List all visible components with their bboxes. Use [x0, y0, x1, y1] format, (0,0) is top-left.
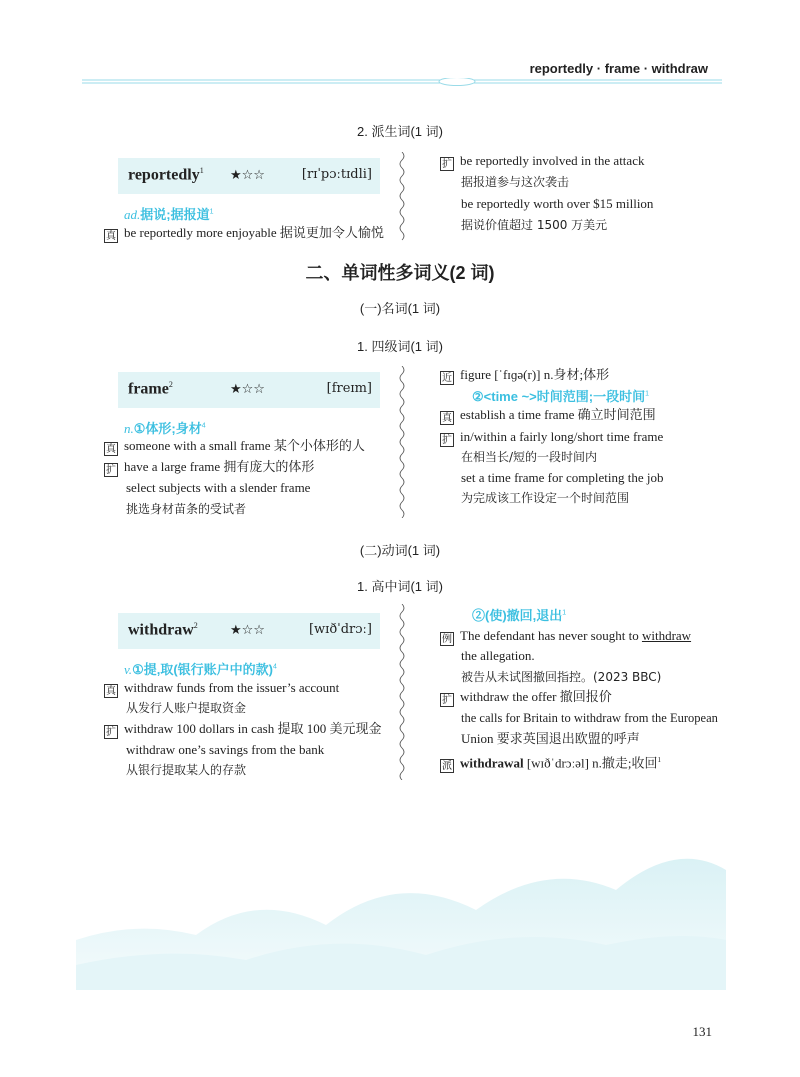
level-heading: 1. 四级词(1 词) [357, 339, 443, 354]
landscape-watermark [76, 830, 726, 990]
phonetic: [freɪm] [326, 381, 372, 396]
translation-line: 据说价值超过 1500 万美元 [461, 218, 608, 232]
example-line: 真 withdraw funds from the issuer’s account [106, 680, 340, 697]
example-line: Union 要求英国退出欧盟的呼声 [461, 731, 640, 746]
example-line: 扩 have a large frame 拥有庞大的体形 [106, 459, 315, 476]
sense-label: ②<time ~>时间范围;一段时间$^1$ [472, 389, 650, 404]
example-line: 近 figure [ˈfɪɡə(r)] n.身材;体形 [442, 367, 610, 384]
tag-kuo: 扩 [106, 727, 116, 738]
tag-jin: 近 [442, 373, 452, 384]
tag-zhen: 真 [106, 231, 116, 242]
sense-label: n.①体形;身材$^4$ [124, 421, 206, 436]
tag-pai: 派 [442, 761, 452, 773]
sense-label: ②(使)撤回,退出$^1$ [472, 608, 567, 623]
translation-line: 据报道参与这次袭击 [461, 175, 570, 189]
example-line: withdraw one’s savings from the bank [126, 742, 325, 757]
phonetic: [wɪðˈdrɔː] [308, 622, 372, 637]
phonetic: [rɪˈpɔːtɪdli] [301, 167, 372, 182]
example-line: the calls for Britain to withdraw from the European [461, 711, 718, 725]
tag-li: 例 [442, 634, 452, 645]
subsection-heading: (二)动词(1 词) [359, 543, 441, 558]
example-line: 例 The defendant has never sought to withdraw [442, 628, 692, 645]
headword-box-reportedly [118, 158, 380, 194]
sense-label: v.①提,取(银行账户中的款)$^4$ [124, 662, 277, 677]
translation-line: 被告从未试图撤回指控。(2023 BBC) [461, 670, 662, 684]
page-number: 131 [692, 1024, 712, 1039]
difficulty-stars: ★☆☆ [230, 623, 265, 638]
headword: frame$^2$ [128, 380, 173, 398]
tag-zhen: 真 [442, 413, 452, 424]
sense-label: ad.据说;据报道$^1$ [124, 207, 214, 222]
section-heading: 二、单词性多词义(2 词) [305, 263, 495, 283]
example-line: 真 be reportedly more enjoyable 据说更加令人愉悦 [106, 225, 384, 242]
headword-box-withdraw [118, 613, 380, 649]
translation-line: 从发行人账户提取资金 [126, 701, 247, 715]
difficulty-stars: ★☆☆ [230, 382, 265, 397]
example-line: be reportedly worth over $15 million [461, 196, 654, 211]
tag-kuo: 扩 [442, 159, 452, 170]
difficulty-stars: ★☆☆ [230, 168, 265, 183]
example-line: 扩 in/within a fairly long/short time frame [442, 429, 664, 446]
level-heading: 1. 高中词(1 词) [357, 579, 443, 594]
example-line: 真 establish a time frame 确立时间范围 [442, 407, 656, 424]
translation-line: 在相当长/短的一段时间内 [461, 450, 598, 464]
example-line: 扩 withdraw 100 dollars in cash 提取 100 美元现金 [106, 721, 382, 738]
example-line: the allegation. [461, 648, 535, 663]
example-line: 派 withdrawal [wɪðˈdrɔːəl] n.撤走;收回$^1$ [442, 755, 662, 773]
column-divider [397, 366, 407, 518]
tag-zhen: 真 [106, 444, 116, 455]
example-line: 扩 be reportedly involved in the attack [442, 153, 645, 170]
tag-kuo: 扩 [442, 695, 452, 706]
example-line: set a time frame for completing the job [461, 470, 664, 485]
headword: reportedly$^1$ [128, 166, 204, 184]
example-line: 真 someone with a small frame 某个小体形的人 [106, 438, 365, 455]
example-line: 扩 withdraw the offer 撤回报价 [442, 689, 612, 706]
header-rule [82, 78, 722, 86]
column-divider [397, 604, 407, 780]
tag-kuo: 扩 [106, 465, 116, 476]
derived-heading: 2. 派生词(1 词) [357, 124, 443, 139]
headword-box-frame [118, 372, 380, 408]
translation-line: 从银行提取某人的存款 [126, 763, 247, 777]
translation-line: 为完成该工作设定一个时间范围 [461, 491, 630, 505]
tag-kuo: 扩 [442, 435, 452, 446]
column-divider [397, 152, 407, 244]
running-head: reportedly · frame · withdraw [529, 61, 708, 76]
tag-zhen: 真 [106, 686, 116, 697]
subsection-heading: (一)名词(1 词) [359, 301, 441, 316]
translation-line: 挑选身材苗条的受试者 [126, 502, 247, 516]
example-line: select subjects with a slender frame [126, 480, 311, 495]
headword: withdraw$^2$ [128, 621, 198, 639]
